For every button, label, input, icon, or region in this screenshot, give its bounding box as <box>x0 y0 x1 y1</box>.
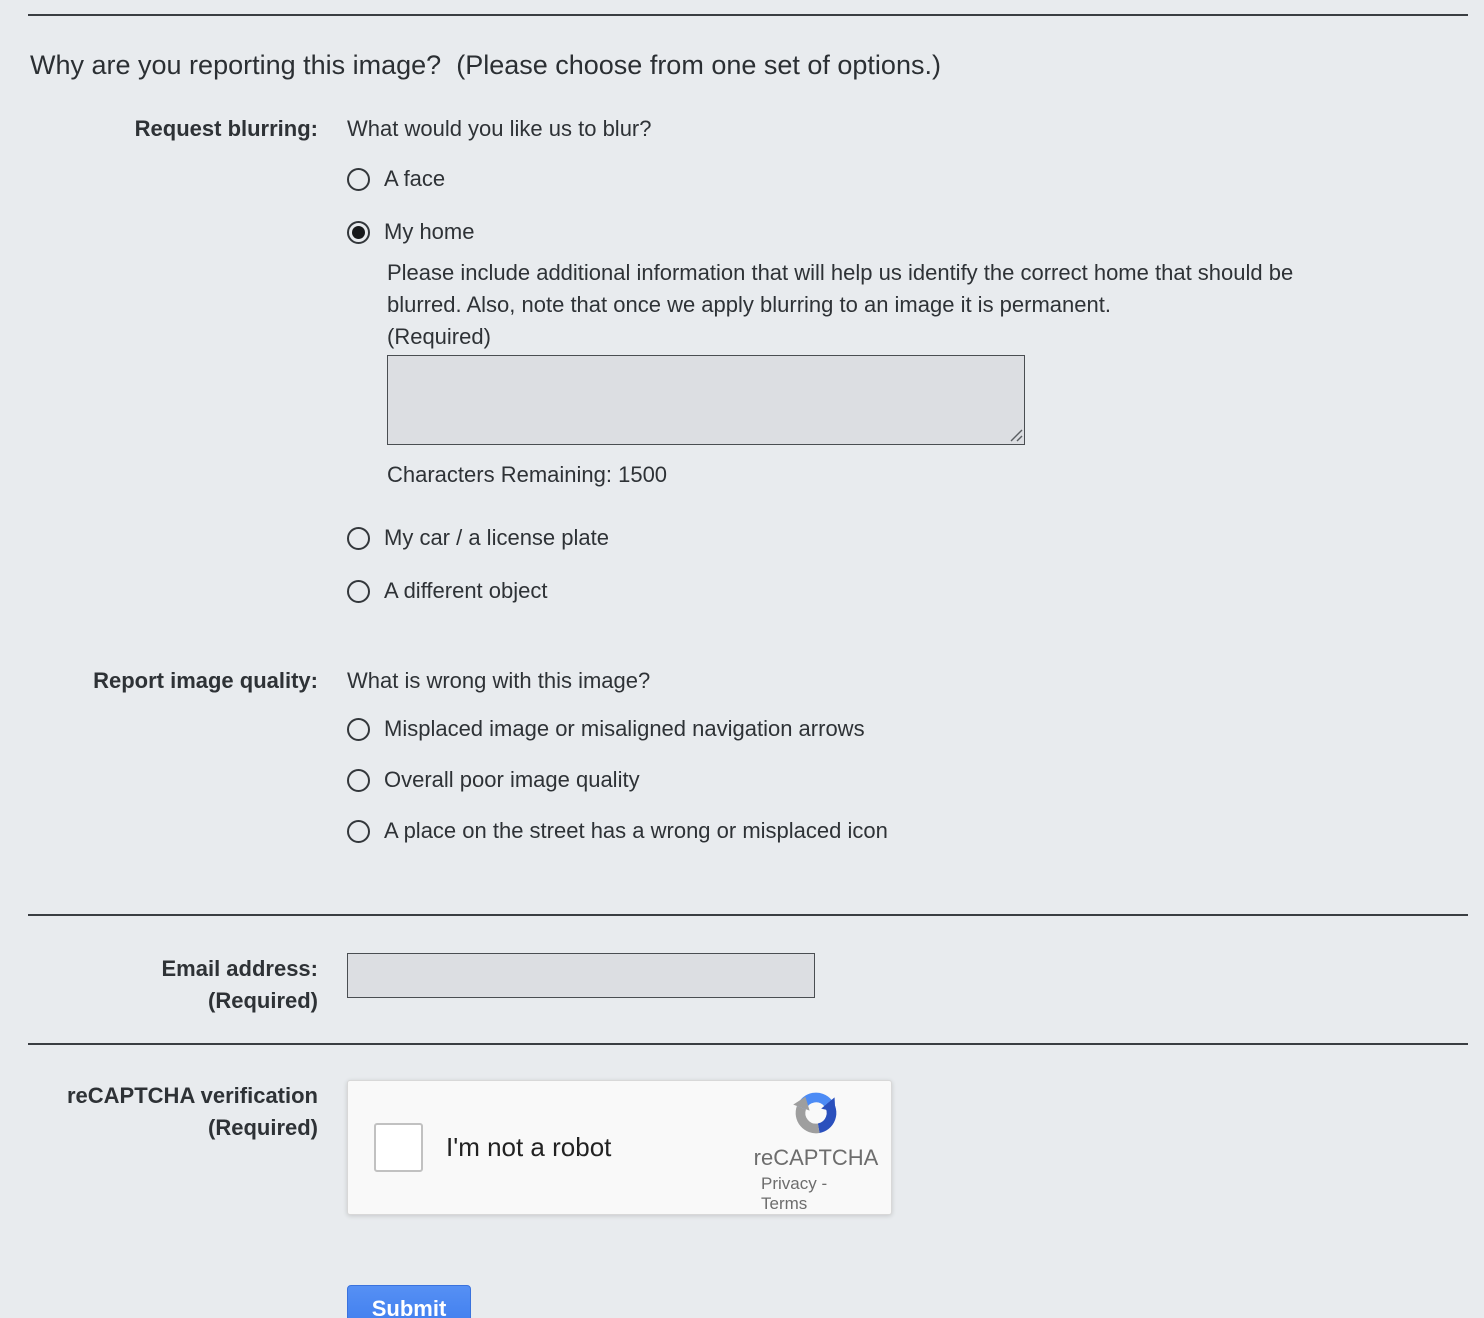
radio-option-wrong-icon[interactable] <box>347 818 888 844</box>
radio-icon[interactable] <box>347 168 370 191</box>
blur-help-text: Please include additional information that will help us identify the correct home that should be blurred. Also, note that once we apply blurring to an image it is permanent. <box>387 260 1294 317</box>
chars-remaining-text: Characters Remaining: 1500 <box>387 462 668 487</box>
report-image-quality-section <box>0 666 1484 844</box>
blur-question: What would you like us to blur? <box>347 116 652 141</box>
privacy-link[interactable]: Privacy <box>761 1174 817 1193</box>
radio-label: My car / a license plate <box>384 525 609 550</box>
recaptcha-widget <box>347 1080 892 1215</box>
recaptcha-checkbox[interactable] <box>374 1123 423 1172</box>
radio-icon[interactable] <box>347 820 370 843</box>
radio-icon[interactable] <box>347 527 370 550</box>
recaptcha-brand-text: reCAPTCHA <box>753 1145 879 1170</box>
recaptcha-logo-icon <box>785 1081 847 1143</box>
radio-label: A place on the street has a wrong or misplaced icon <box>384 818 888 843</box>
radio-label: Overall poor image quality <box>384 767 640 792</box>
email-required-note: (Required) <box>208 988 318 1013</box>
blur-required-note: (Required) <box>387 324 491 349</box>
blur-details-textarea[interactable] <box>387 355 1025 445</box>
radio-label: My home <box>384 219 475 244</box>
radio-icon[interactable] <box>347 718 370 741</box>
quality-question: What is wrong with this image? <box>347 668 651 693</box>
submit-button[interactable]: Submit <box>347 1285 471 1318</box>
top-divider <box>28 14 1468 16</box>
recaptcha-label: reCAPTCHA verification <box>66 1083 318 1108</box>
report-quality-label: Report image quality: <box>93 668 318 693</box>
radio-icon[interactable] <box>347 580 370 603</box>
section-divider-2 <box>28 1043 1468 1045</box>
recaptcha-required-note: (Required) <box>208 1115 318 1140</box>
radio-option-poor-quality[interactable] <box>347 767 640 793</box>
section-divider-1 <box>28 914 1468 916</box>
terms-link[interactable]: Terms <box>761 1194 808 1213</box>
recaptcha-checkbox-label: I'm not a robot <box>446 1132 612 1162</box>
radio-option-misplaced-image[interactable] <box>347 716 865 742</box>
radio-option-different-object[interactable] <box>347 578 548 604</box>
email-input[interactable] <box>347 953 815 998</box>
radio-label: A different object <box>384 578 548 603</box>
radio-option-my-car[interactable] <box>347 525 609 551</box>
links-separator: - <box>821 1174 828 1193</box>
email-label: Email address: <box>161 956 318 981</box>
page-title: Why are you reporting this image? (Please choose from one set of options.) <box>30 50 941 80</box>
radio-icon-selected[interactable] <box>347 221 370 244</box>
request-blurring-label: Request blurring: <box>134 116 318 141</box>
radio-icon[interactable] <box>347 769 370 792</box>
recaptcha-section <box>0 1080 1484 1215</box>
radio-label: A face <box>384 166 446 191</box>
email-section <box>0 953 1484 1017</box>
radio-option-my-home[interactable] <box>347 219 474 245</box>
request-blurring-section <box>0 114 1484 604</box>
radio-option-a-face[interactable] <box>347 166 445 192</box>
radio-label: Misplaced image or misaligned navigation arrows <box>384 716 865 741</box>
